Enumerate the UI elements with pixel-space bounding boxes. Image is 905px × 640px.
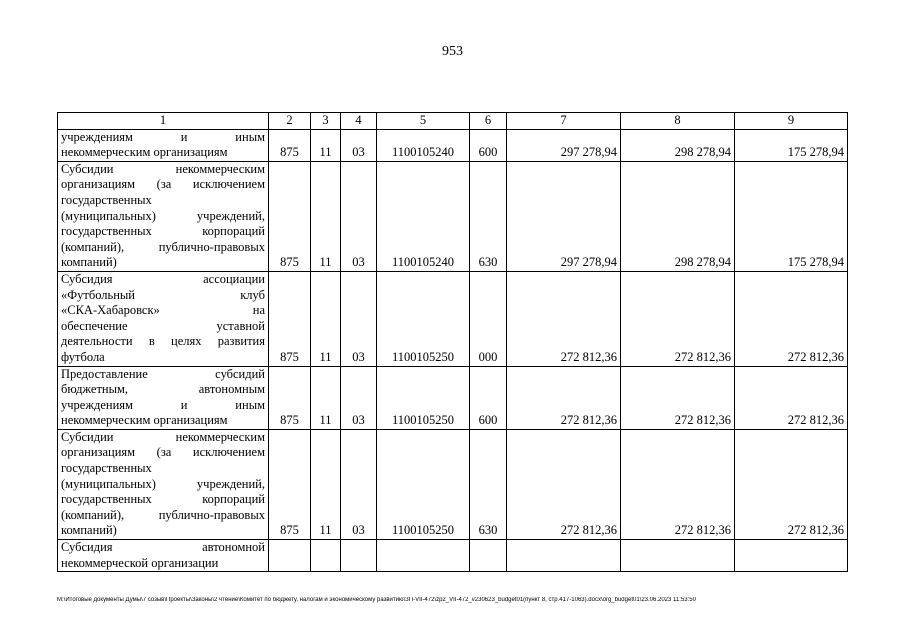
cell-description <box>58 161 269 271</box>
description-line: (компаний), публично-правовых <box>61 239 265 254</box>
header-cell: 5 <box>377 113 470 130</box>
cell-amount-col9: 175 278,94 <box>735 129 848 161</box>
cell-amount-col9: 272 812,36 <box>735 271 848 366</box>
table-row <box>58 540 848 572</box>
table-row <box>58 366 848 429</box>
cell-amount-col9 <box>735 540 848 572</box>
cell-code-admin: 875 <box>269 161 311 271</box>
cell-section: 11 <box>311 366 341 429</box>
cell-expense-type: 600 <box>470 366 507 429</box>
cell-expense-type: 630 <box>470 429 507 539</box>
cell-code-admin <box>269 540 311 572</box>
description-line: Предоставление субсидий <box>61 366 265 381</box>
description-line: бюджетным, автономным <box>61 382 265 397</box>
cell-expense-type <box>470 540 507 572</box>
cell-amount-col7: 272 812,36 <box>507 429 621 539</box>
table-row <box>58 129 848 161</box>
description-line: обеспечение уставной <box>61 318 265 333</box>
cell-target-article: 1100105250 <box>377 429 470 539</box>
cell-amount-col8 <box>621 540 735 572</box>
cell-section: 11 <box>311 129 341 161</box>
description-line: организациям (за исключением <box>61 445 265 460</box>
description-line: некоммерческой организации <box>61 555 219 570</box>
page-number: 953 <box>442 44 463 59</box>
description-line: Субсидия автономной <box>61 540 265 555</box>
cell-amount-col7: 297 278,94 <box>507 161 621 271</box>
description-line: футбола <box>61 349 105 364</box>
cell-section: 11 <box>311 429 341 539</box>
description-line: учреждениям и иным <box>61 129 265 144</box>
cell-amount-col9: 175 278,94 <box>735 161 848 271</box>
description-line: Субсидии некоммерческим <box>61 429 265 444</box>
table-row <box>58 161 848 271</box>
cell-amount-col9: 272 812,36 <box>735 429 848 539</box>
table-row <box>58 429 848 539</box>
cell-expense-type: 600 <box>470 129 507 161</box>
cell-amount-col8: 272 812,36 <box>621 271 735 366</box>
description-line: государственных корпораций <box>61 224 265 239</box>
description-line: (компаний), публично-правовых <box>61 507 265 522</box>
cell-target-article: 1100105240 <box>377 129 470 161</box>
cell-amount-col7: 272 812,36 <box>507 271 621 366</box>
header-cell: 3 <box>311 113 341 130</box>
cell-description <box>58 366 269 429</box>
cell-amount-col8: 298 278,94 <box>621 161 735 271</box>
header-cell: 7 <box>507 113 621 130</box>
description-line: учреждениям и иным <box>61 397 265 412</box>
cell-code-admin: 875 <box>269 429 311 539</box>
budget-table <box>57 112 848 572</box>
description-line: деятельности в целях развития <box>61 334 265 349</box>
header-cell: 6 <box>470 113 507 130</box>
cell-section <box>311 540 341 572</box>
cell-target-article: 1100105240 <box>377 161 470 271</box>
description-line: государственных <box>61 461 152 476</box>
header-cell: 8 <box>621 113 735 130</box>
cell-code-admin: 875 <box>269 366 311 429</box>
description-line: государственных корпораций <box>61 492 265 507</box>
cell-amount-col8: 298 278,94 <box>621 129 735 161</box>
description-line: организациям (за исключением <box>61 177 265 192</box>
description-line: компаний) <box>61 255 117 270</box>
cell-expense-type: 000 <box>470 271 507 366</box>
cell-subsection <box>341 540 377 572</box>
cell-amount-col8: 272 812,36 <box>621 429 735 539</box>
cell-subsection: 03 <box>341 366 377 429</box>
file-path-footer: M:\Итоговые документы Думы\7 созыв\Проекты\Законы\2 чтение\Комитет по бюджету, налогам и экономическому развитию\ЗП-VII-472\zp2_VII-472_v230623_budget01(пункт 8, стр.417-1063).docx\org_budget01\23.06.2023 11:53:50 <box>57 597 696 603</box>
cell-subsection: 03 <box>341 271 377 366</box>
cell-target-article: 1100105250 <box>377 366 470 429</box>
cell-description <box>58 540 269 572</box>
description-line: компаний) <box>61 523 117 538</box>
cell-amount-col7: 272 812,36 <box>507 366 621 429</box>
cell-description <box>58 129 269 161</box>
header-cell: 9 <box>735 113 848 130</box>
cell-section: 11 <box>311 271 341 366</box>
table-row <box>58 271 848 366</box>
cell-code-admin: 875 <box>269 129 311 161</box>
header-row <box>58 113 848 130</box>
header-cell: 1 <box>58 113 269 130</box>
cell-description <box>58 429 269 539</box>
cell-subsection: 03 <box>341 161 377 271</box>
cell-target-article: 1100105250 <box>377 271 470 366</box>
description-line: некоммерческим организациям <box>61 145 228 160</box>
cell-amount-col9: 272 812,36 <box>735 366 848 429</box>
header-cell: 4 <box>341 113 377 130</box>
description-line: Субсидии некоммерческим <box>61 161 265 176</box>
description-line: Субсидия ассоциации <box>61 271 265 286</box>
description-line: (муниципальных) учреждений, <box>61 476 265 491</box>
description-line: (муниципальных) учреждений, <box>61 208 265 223</box>
cell-section: 11 <box>311 161 341 271</box>
description-line: государственных <box>61 192 152 207</box>
description-line: некоммерческим организациям <box>61 413 228 428</box>
cell-amount-col8: 272 812,36 <box>621 366 735 429</box>
cell-subsection: 03 <box>341 429 377 539</box>
cell-code-admin: 875 <box>269 271 311 366</box>
description-line: «Футбольный клуб <box>61 287 265 302</box>
cell-subsection: 03 <box>341 129 377 161</box>
header-cell: 2 <box>269 113 311 130</box>
description-line: «СКА-Хабаровск» на <box>61 303 265 318</box>
cell-amount-col7: 297 278,94 <box>507 129 621 161</box>
cell-amount-col7 <box>507 540 621 572</box>
cell-expense-type: 630 <box>470 161 507 271</box>
cell-target-article <box>377 540 470 572</box>
cell-description <box>58 271 269 366</box>
